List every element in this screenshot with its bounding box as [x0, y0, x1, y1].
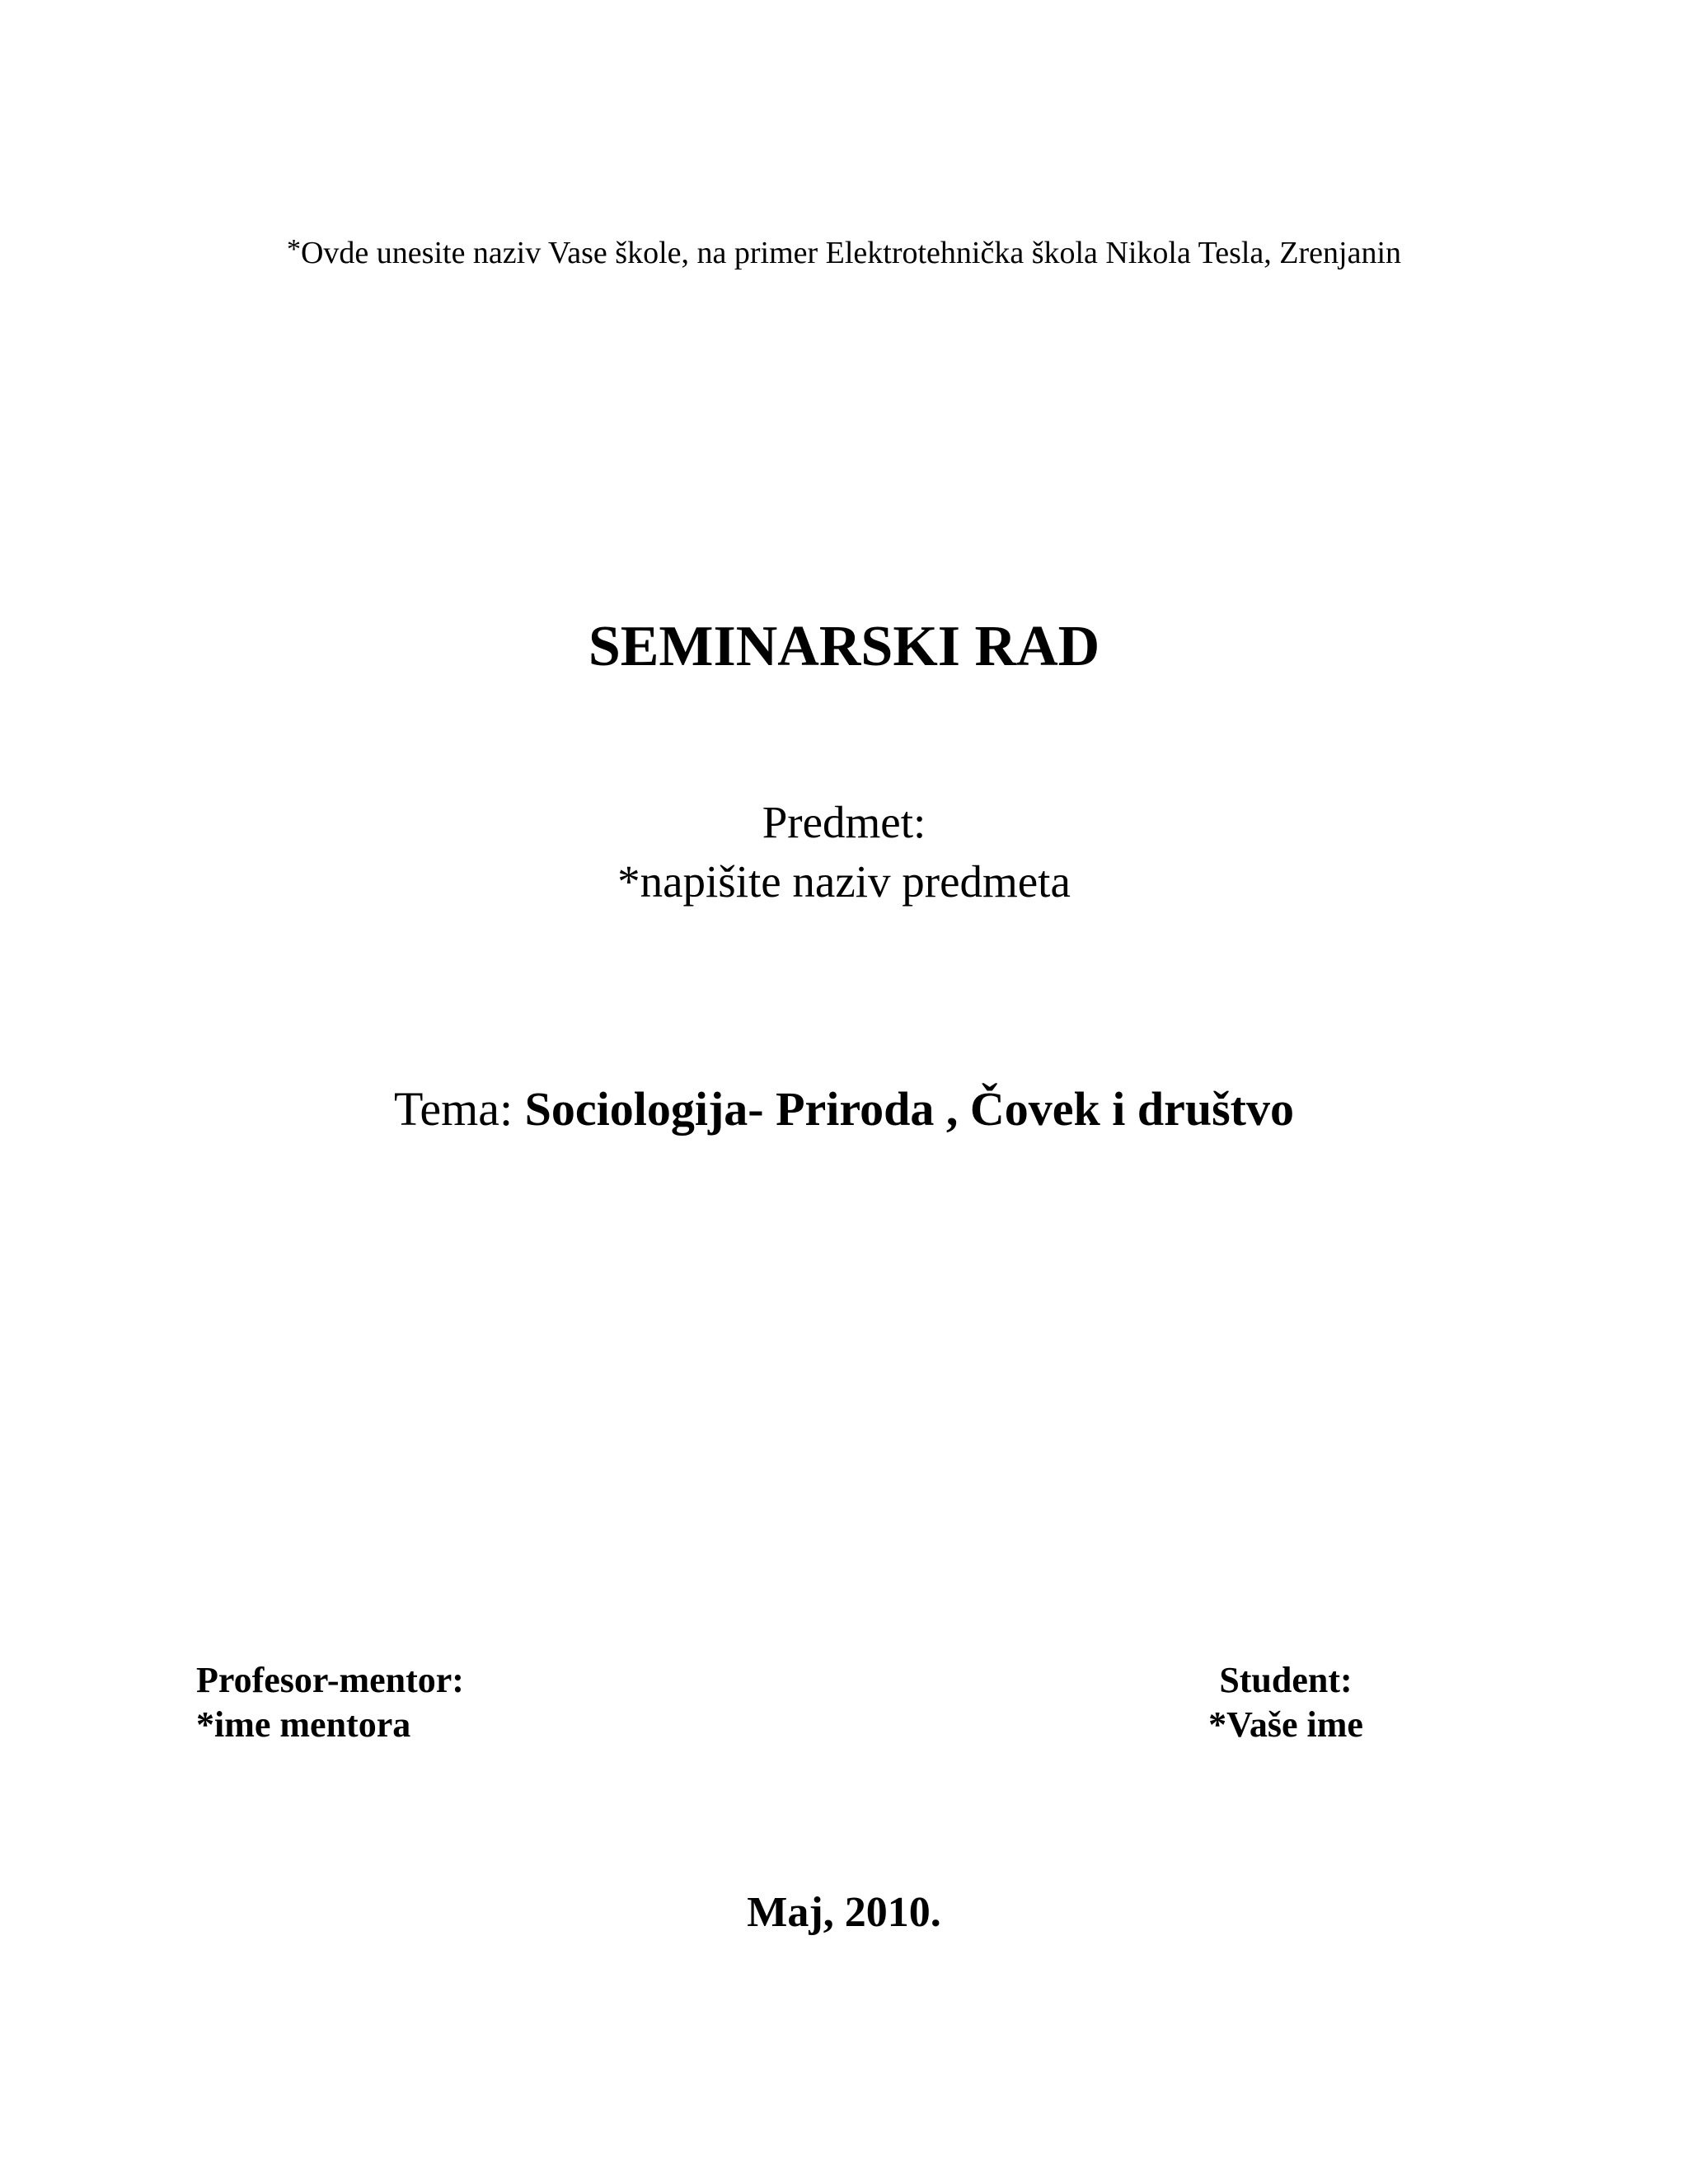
- document-date: Maj, 2010.: [747, 1889, 941, 1936]
- topic-line: [0, 1078, 1688, 1141]
- school-name-placeholder: [0, 229, 1688, 274]
- student-block: [1187, 1658, 1385, 1747]
- student-label: Student:: [1219, 1660, 1353, 1700]
- mentor-block: [196, 1658, 464, 1747]
- mentor-name: *ime mentora: [196, 1704, 411, 1745]
- topic-label: Tema:: [394, 1082, 525, 1136]
- student-name: *Vaše ime: [1208, 1704, 1363, 1745]
- document-title: SEMINARSKI RAD: [588, 615, 1100, 678]
- subject-label: Predmet:: [762, 797, 926, 847]
- school-asterisk: *: [286, 234, 301, 265]
- topic-value: Sociologija- Priroda , Čovek i društvo: [524, 1082, 1294, 1136]
- school-name-text: Ovde unesite naziv Vase škole, na primer Elektrotehnička škola Nikola Tesla, Zrenjanin: [300, 236, 1402, 270]
- subject-value: *napišite naziv predmeta: [617, 856, 1071, 907]
- mentor-label: Profesor-mentor:: [196, 1660, 464, 1700]
